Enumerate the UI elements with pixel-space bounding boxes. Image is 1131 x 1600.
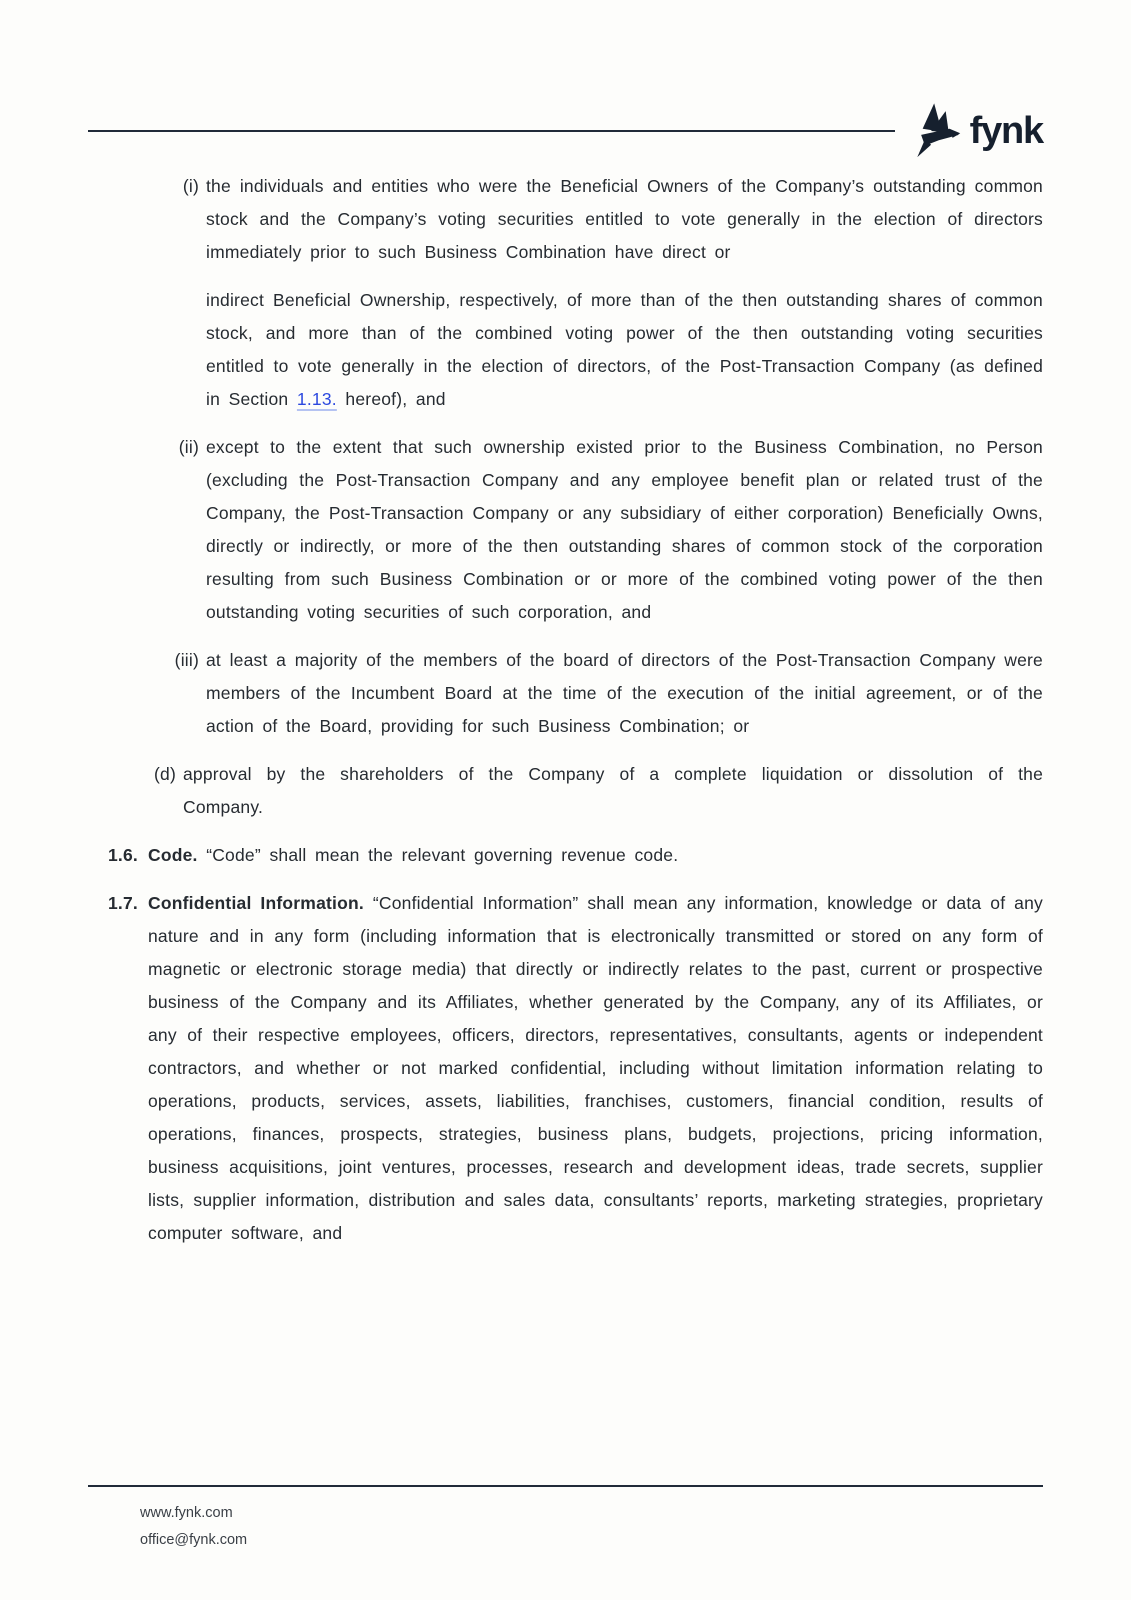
header-rule <box>88 130 895 132</box>
paragraph-text: the individuals and entities who were the Beneficial Owners of the Company’s outstanding common stock and the Company’s voting securities entitled to vote generally in the election of directors immediately prior to such Business Combination have direct or <box>206 176 1043 262</box>
footer-contact <box>88 1487 1043 1554</box>
section-1-6 <box>88 839 1043 872</box>
paragraph-text: except to the extent that such ownership existed prior to the Business Combination, no Person (excluding the Post-Transaction Company and any employee benefit plan or related trust of the Company, the Post-Transaction Company or any subsidiary of either corporation) Beneficially Owns, directly or indirectly, or more of the then outstanding shares of common stock of the corporation resulting from such Business Combination or or more of the combined voting power of the then outstanding voting securities of such corporation, and <box>206 437 1043 622</box>
page-footer <box>88 1485 1043 1600</box>
section-number: 1.7. <box>108 893 138 913</box>
clause-indirect-ownership <box>88 284 1043 416</box>
list-marker: (d) <box>154 764 176 784</box>
paragraph-text: at least a majority of the members of the board of directors of the Post-Transaction Company were members of the Incumbent Board at the time of the execution of the initial agreement, or of the action of the Board, providing for such Business Combination; or <box>206 650 1043 736</box>
clause-i <box>88 170 1043 269</box>
footer-website: www.fynk.com <box>140 1505 233 1521</box>
section-text: “Confidential Information” shall mean any information, knowledge or data of any nature and in any form (including information that is electronically transmitted or stored on any form of magnetic or electronic storage media) that directly or indirectly relates to the past, current or prospective business of the Company and its Affiliates, whether generated by the Company, any of its Affiliates, or any of their respective employees, officers, directors, representatives, consultants, agents or independent contractors, and whether or not marked confidential, including without limitation information relating to operations, products, services, assets, liabilities, franchises, customers, financial condition, results of operations, finances, prospects, strategies, business plans, budgets, projections, pricing information, business acquisitions, joint ventures, processes, research and development ideas, trade secrets, supplier lists, supplier information, distribution and sales data, consultants’ reports, marketing strategies, proprietary computer software, and <box>148 893 1043 1243</box>
paragraph-text-before-link: indirect Beneficial Ownership, respectively, of more than of the then outstanding shares of common stock, and more than of the combined voting power of the then outstanding voting securities entitled to vote generally in the election of directors, of the Post-Transaction Company (as defined in Section <box>206 290 1043 409</box>
paragraph-text <box>148 839 1043 872</box>
section-1-13-link[interactable]: 1.13. <box>296 389 337 409</box>
paragraph-text-after-link: hereof), and <box>336 389 446 409</box>
footer-email: office@fynk.com <box>140 1532 248 1548</box>
fynk-wordmark: fynk <box>969 110 1043 152</box>
list-marker: (iii) <box>174 650 199 670</box>
clause-iii <box>88 644 1043 743</box>
clause-ii <box>88 431 1043 629</box>
list-marker: (i) <box>182 176 199 196</box>
paragraph-text <box>206 284 1043 416</box>
list-marker: (ii) <box>178 437 199 457</box>
paragraph-text <box>148 887 1043 1250</box>
clause-d <box>88 758 1043 824</box>
section-text: “Code” shall mean the relevant governing revenue code. <box>206 845 679 865</box>
fynk-logo <box>915 103 1043 159</box>
section-number: 1.6. <box>108 845 138 865</box>
paragraph-text: approval by the shareholders of the Company of a complete liquidation or dissolution of the Company. <box>183 764 1043 817</box>
list-marker <box>88 284 206 416</box>
origami-crane-icon <box>915 103 961 159</box>
defined-term: Confidential Information. <box>148 893 364 913</box>
defined-term: Code. <box>148 845 198 865</box>
section-1-7 <box>88 887 1043 1250</box>
document-body <box>88 170 1043 1265</box>
page-header <box>88 100 1043 162</box>
